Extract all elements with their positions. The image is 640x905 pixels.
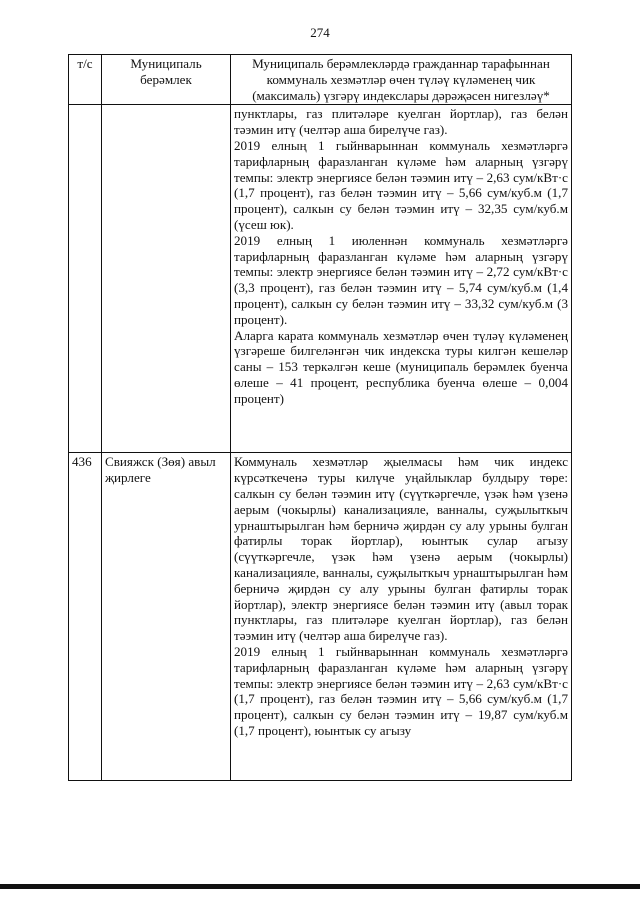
row-basis-text bbox=[231, 453, 572, 781]
row-basis-text bbox=[231, 105, 572, 453]
paragraph: 2019 елның 1 гыйнварыннан коммуналь хезмәтләргә тарифларның фаразланган күләме һәм аларның үзгәрү темпы: электр энергиясе белән тәэмин итү – 2,63 сум/кВт·с (1,7 процент), газ белән тәэмин итү – 5,66 сум/куб.м (1,7 процент), салкын су белән тәэмин итү – 32,35 сум/куб.м (үсеш юк). bbox=[234, 137, 568, 232]
row-number: 436 bbox=[69, 453, 102, 781]
paragraph: Аларга карата коммуналь хезмәтләр өчен түләү күләменең үзгәреше билгеләнгән чик индекска туры килгән кешеләр саны – 153 теркәлгән кеше (муниципаль берәмлек буенча өлеше – 41 процент, республика буенча өлеше – 0,004 процент) bbox=[234, 327, 568, 406]
table-row bbox=[69, 105, 572, 453]
row-municipality: Свияжск (Зөя) авыл җирлеге bbox=[102, 453, 231, 781]
table-header-row bbox=[69, 55, 572, 105]
paragraph: Коммуналь хезмәтләр җыелмасы һәм чик индекс күрсәткеченә туры килүче уңайлыклар булдыру төре: салкын су белән тәэмин итү (сүүткәргечле, үзәк һәм үзенә аерым (чокырлы) канализацияле, ванналы, суҗылыткыч урнаштырылган һәм берничә җирдән су алу урыны булган фатирлы торак йортлар), юынтык сулар агызу (сүүткәргечле, үзәк һәм үзенә аерым (чокырлы) канализацияле, ванналы, суҗылыткыч урнаштырылган һәм берничә җирдән су алу урыны булган фатирлы торак йортлар), электр энергиясе белән тәэмин итү (авыл торак пунктлары, газ плитәләре куелган йортлар), газ белән тәэмин итү (челтәр аша бирелүче газ). bbox=[234, 454, 568, 644]
bottom-rule bbox=[0, 884, 640, 889]
paragraph: 2019 елның 1 июленнән коммуналь хезмәтләргә тарифларның фаразланган күләме һәм аларның үзгәрү темпы: электр энергиясе белән тәэмин итү – 2,72 сум/кВт·с (3,3 процент), газ белән тәэмин итү – 5,74 сум/куб.м (1,4 процент), салкын су белән тәэмин итү – 33,32 сум/куб.м (3 процент). bbox=[234, 232, 568, 327]
paragraph: пунктлары, газ плитәләре куелган йортлар), газ белән тәэмин итү (челтәр аша бирелүче газ). bbox=[234, 106, 568, 138]
paragraph: 2019 елның 1 гыйнварыннан коммуналь хезмәтләргә тарифларның фаразланган күләме һәм аларның үзгәрү темпы: электр энергиясе белән тәэмин итү – 2,63 сум/кВт·с (1,7 процент), газ белән тәэмин итү – 5,66 сум/куб.м (1,7 процент), салкын су белән тәэмин итү – 19,87 сум/куб.м (1,7 процент), юынтык су агызу bbox=[234, 643, 568, 738]
page-number: 274 bbox=[310, 25, 330, 40]
header-basis: Муниципаль берәмлекләрдә гражданнар тарафыннан коммуналь хезмәтләр өчен түләү күләменең чик (максималь) үзгәрү индекслары дәрәҗәсен нигезләү* bbox=[231, 55, 572, 105]
tariff-table bbox=[68, 54, 572, 781]
table-row bbox=[69, 453, 572, 781]
header-municipality: Муниципаль берәмлек bbox=[102, 55, 231, 105]
row-number bbox=[69, 105, 102, 453]
row-municipality bbox=[102, 105, 231, 453]
header-num: т/с bbox=[69, 55, 102, 105]
